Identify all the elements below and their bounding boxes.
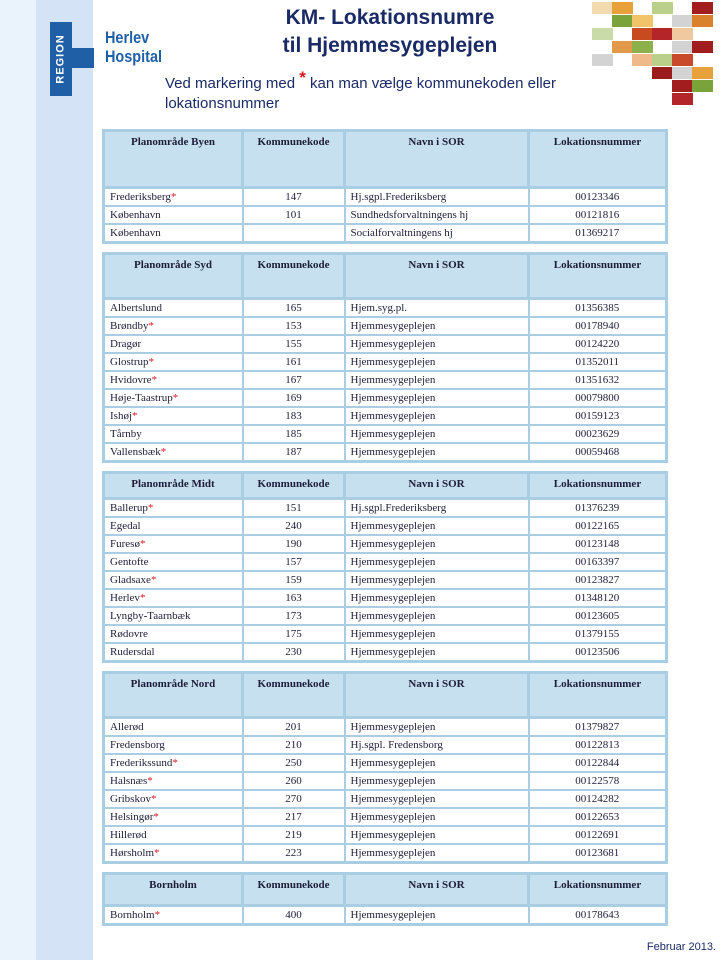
municipality-cell bbox=[104, 224, 243, 243]
column-header-sor-name: Navn i SOR bbox=[345, 673, 529, 718]
kommunekode-cell: 185 bbox=[243, 425, 345, 443]
column-header-sor-name: Navn i SOR bbox=[345, 473, 529, 499]
municipality-name: København bbox=[110, 227, 161, 239]
lokationsnummer-cell: 00059468 bbox=[529, 443, 667, 462]
mosaic-square bbox=[592, 28, 613, 40]
sor-name-cell: Hjemmesygeplejen bbox=[345, 407, 529, 425]
mosaic-square bbox=[672, 67, 693, 79]
lokationsnummer-cell: 00178940 bbox=[529, 317, 667, 335]
municipality-name: Dragør bbox=[110, 338, 142, 350]
table-row bbox=[104, 206, 667, 224]
kommunekode-cell: 240 bbox=[243, 517, 345, 535]
municipality-name: København bbox=[110, 209, 161, 221]
mosaic-square bbox=[612, 41, 633, 53]
lokationsnummer-cell: 00178643 bbox=[529, 906, 667, 925]
lokationsnummer-cell: 00124220 bbox=[529, 335, 667, 353]
mosaic-square bbox=[612, 15, 633, 27]
sor-name-cell: Hj.sgpl.Frederiksberg bbox=[345, 188, 529, 207]
lokationsnummer-cell: 00123148 bbox=[529, 535, 667, 553]
mosaic-square bbox=[692, 80, 713, 92]
table-header-row bbox=[104, 131, 667, 188]
municipality-name: Furesø bbox=[110, 538, 140, 550]
mosaic-square bbox=[652, 2, 673, 14]
municipality-cell bbox=[104, 607, 243, 625]
kommunekode-cell: 153 bbox=[243, 317, 345, 335]
kommunekode-cell: 223 bbox=[243, 844, 345, 863]
mosaic-square bbox=[672, 54, 693, 66]
table-row bbox=[104, 790, 667, 808]
selectable-star-marker: * bbox=[160, 446, 167, 458]
municipality-name: Hvidovre bbox=[110, 374, 152, 386]
table-row bbox=[104, 353, 667, 371]
column-header-lokationsnummer: Lokationsnummer bbox=[529, 473, 667, 499]
mosaic-square bbox=[672, 15, 693, 27]
sor-name-cell: Hjemmesygeplejen bbox=[345, 826, 529, 844]
table-row bbox=[104, 224, 667, 243]
table-row bbox=[104, 407, 667, 425]
selectable-star-marker: * bbox=[172, 757, 178, 769]
municipality-name: Fredensborg bbox=[110, 739, 165, 751]
municipality-cell bbox=[104, 425, 243, 443]
kommunekode-cell: 165 bbox=[243, 299, 345, 318]
region-logo bbox=[50, 22, 72, 96]
kommunekode-cell: 173 bbox=[243, 607, 345, 625]
kommunekode-cell: 270 bbox=[243, 790, 345, 808]
sor-name-cell: Hjemmesygeplejen bbox=[345, 317, 529, 335]
selectable-star-marker: * bbox=[154, 847, 160, 859]
municipality-cell bbox=[104, 443, 243, 462]
mosaic-square bbox=[652, 28, 673, 40]
lokationsnummer-cell: 01348120 bbox=[529, 589, 667, 607]
location-tables bbox=[102, 129, 665, 934]
municipality-cell bbox=[104, 736, 243, 754]
sor-name-cell: Hjemmesygeplejen bbox=[345, 625, 529, 643]
left-stripe-inner bbox=[36, 0, 93, 960]
footer-date: Februar 2013. bbox=[646, 941, 716, 953]
table-row bbox=[104, 335, 667, 353]
table-row bbox=[104, 299, 667, 318]
column-header-sor-name: Navn i SOR bbox=[345, 131, 529, 188]
sor-name-cell: Hj.sgpl.Frederiksberg bbox=[345, 499, 529, 518]
selectable-star-marker: * bbox=[172, 392, 179, 404]
sor-name-cell: Hj.sgpl. Fredensborg bbox=[345, 736, 529, 754]
kommunekode-cell: 157 bbox=[243, 553, 345, 571]
municipality-name: Frederikssund bbox=[110, 757, 173, 769]
sor-name-cell: Hjemmesygeplejen bbox=[345, 553, 529, 571]
selectable-star-marker: * bbox=[153, 811, 159, 823]
kommunekode-cell: 161 bbox=[243, 353, 345, 371]
selectable-star-marker: * bbox=[151, 374, 158, 386]
kommunekode-cell: 163 bbox=[243, 589, 345, 607]
table-row bbox=[104, 517, 667, 535]
lokationsnummer-cell: 00079800 bbox=[529, 389, 667, 407]
municipality-name: Hørsholm bbox=[110, 847, 154, 859]
municipality-cell bbox=[104, 808, 243, 826]
municipality-name: Høje-Taastrup bbox=[110, 392, 173, 404]
kommunekode-cell: 250 bbox=[243, 754, 345, 772]
municipality-name: Halsnæs bbox=[110, 775, 148, 787]
municipality-name: Glostrup bbox=[110, 356, 149, 368]
kommunekode-cell: 210 bbox=[243, 736, 345, 754]
municipality-cell bbox=[104, 206, 243, 224]
table-header-row bbox=[104, 673, 667, 718]
selectable-star-marker: * bbox=[147, 775, 153, 787]
lokationsnummer-cell: 00123605 bbox=[529, 607, 667, 625]
lokationsnummer-cell: 01379155 bbox=[529, 625, 667, 643]
lokationsnummer-cell: 01379827 bbox=[529, 718, 667, 737]
kommunekode-cell bbox=[243, 224, 345, 243]
planning-area-table bbox=[102, 252, 668, 463]
lokationsnummer-cell: 00122165 bbox=[529, 517, 667, 535]
lokationsnummer-cell: 00122653 bbox=[529, 808, 667, 826]
mosaic-square bbox=[672, 28, 693, 40]
table-row bbox=[104, 808, 667, 826]
column-header-lokationsnummer: Lokationsnummer bbox=[529, 673, 667, 718]
lokationsnummer-cell: 00123346 bbox=[529, 188, 667, 207]
municipality-cell bbox=[104, 589, 243, 607]
municipality-name: Bornholm bbox=[110, 909, 155, 921]
table-row bbox=[104, 371, 667, 389]
municipality-cell bbox=[104, 407, 243, 425]
sor-name-cell: Hjemmesygeplejen bbox=[345, 335, 529, 353]
municipality-cell bbox=[104, 844, 243, 863]
municipality-cell bbox=[104, 517, 243, 535]
planning-area-table bbox=[102, 671, 668, 864]
table-row bbox=[104, 535, 667, 553]
kommunekode-cell: 159 bbox=[243, 571, 345, 589]
mosaic-square bbox=[592, 54, 613, 66]
kommunekode-cell: 190 bbox=[243, 535, 345, 553]
sor-name-cell: Hjem.syg.pl. bbox=[345, 299, 529, 318]
municipality-name: Frederiksberg bbox=[110, 191, 171, 203]
municipality-cell bbox=[104, 772, 243, 790]
municipality-cell bbox=[104, 906, 243, 925]
region-logo-bar bbox=[72, 48, 94, 68]
municipality-name: Hillerød bbox=[110, 829, 147, 841]
sor-name-cell: Hjemmesygeplejen bbox=[345, 535, 529, 553]
lokationsnummer-cell: 00023629 bbox=[529, 425, 667, 443]
selectable-star-marker: * bbox=[147, 502, 154, 514]
table-row bbox=[104, 826, 667, 844]
table-row bbox=[104, 844, 667, 863]
kommunekode-cell: 167 bbox=[243, 371, 345, 389]
planning-area-table bbox=[102, 129, 668, 244]
table-row bbox=[104, 443, 667, 462]
municipality-name: Herlev bbox=[110, 592, 140, 604]
table-row bbox=[104, 589, 667, 607]
column-header-kommunekode: Kommunekode bbox=[243, 131, 345, 188]
municipality-cell bbox=[104, 553, 243, 571]
sor-name-cell: Sundhedsforvaltningens hj bbox=[345, 206, 529, 224]
kommunekode-cell: 230 bbox=[243, 643, 345, 662]
lokationsnummer-cell: 01356385 bbox=[529, 299, 667, 318]
kommunekode-cell: 155 bbox=[243, 335, 345, 353]
kommunekode-cell: 187 bbox=[243, 443, 345, 462]
lokationsnummer-cell: 01376239 bbox=[529, 499, 667, 518]
kommunekode-cell: 217 bbox=[243, 808, 345, 826]
column-header-sor-name: Navn i SOR bbox=[345, 874, 529, 906]
municipality-name: Albertslund bbox=[110, 302, 162, 314]
municipality-name: Lyngby-Taarnbæk bbox=[110, 610, 191, 622]
column-header-area: Planområde Byen bbox=[104, 131, 243, 188]
table-header-row bbox=[104, 473, 667, 499]
municipality-name: Brøndby bbox=[110, 320, 149, 332]
sor-name-cell: Hjemmesygeplejen bbox=[345, 371, 529, 389]
lokationsnummer-cell: 00121816 bbox=[529, 206, 667, 224]
kommunekode-cell: 147 bbox=[243, 188, 345, 207]
column-header-area: Bornholm bbox=[104, 874, 243, 906]
municipality-cell bbox=[104, 299, 243, 318]
page-title-line1: KM- Lokationsnumre bbox=[285, 6, 495, 29]
page-title bbox=[200, 4, 580, 60]
column-header-lokationsnummer: Lokationsnummer bbox=[529, 131, 667, 188]
kommunekode-cell: 169 bbox=[243, 389, 345, 407]
municipality-name: Tårnby bbox=[110, 428, 142, 440]
municipality-cell bbox=[104, 335, 243, 353]
kommunekode-cell: 175 bbox=[243, 625, 345, 643]
selectable-star-marker: * bbox=[150, 574, 157, 586]
municipality-cell bbox=[104, 535, 243, 553]
lokationsnummer-cell: 01351632 bbox=[529, 371, 667, 389]
mosaic-square bbox=[612, 2, 633, 14]
municipality-cell bbox=[104, 790, 243, 808]
lokationsnummer-cell: 01352011 bbox=[529, 353, 667, 371]
left-stripe-outer bbox=[0, 0, 36, 960]
municipality-cell bbox=[104, 499, 243, 518]
table-row bbox=[104, 317, 667, 335]
mosaic-square bbox=[672, 80, 693, 92]
table-row bbox=[104, 906, 667, 925]
mosaic-square bbox=[692, 41, 713, 53]
sor-name-cell: Socialforvaltningens hj bbox=[345, 224, 529, 243]
municipality-name: Rudersdal bbox=[110, 646, 155, 658]
sor-name-cell: Hjemmesygeplejen bbox=[345, 607, 529, 625]
decorative-mosaic bbox=[592, 2, 714, 104]
lokationsnummer-cell: 00122813 bbox=[529, 736, 667, 754]
mosaic-square bbox=[592, 2, 613, 14]
table-row bbox=[104, 389, 667, 407]
municipality-cell bbox=[104, 389, 243, 407]
mosaic-square bbox=[692, 67, 713, 79]
selectable-star-marker: * bbox=[148, 320, 154, 332]
kommunekode-cell: 219 bbox=[243, 826, 345, 844]
table-header-row bbox=[104, 874, 667, 906]
sor-name-cell: Hjemmesygeplejen bbox=[345, 643, 529, 662]
lokationsnummer-cell: 00159123 bbox=[529, 407, 667, 425]
lokationsnummer-cell: 00123506 bbox=[529, 643, 667, 662]
page-subtitle bbox=[165, 68, 605, 114]
table-row bbox=[104, 643, 667, 662]
municipality-cell bbox=[104, 188, 243, 207]
sor-name-cell: Hjemmesygeplejen bbox=[345, 517, 529, 535]
region-logo-text: REGION bbox=[55, 34, 67, 84]
municipality-name: Gentofte bbox=[110, 556, 149, 568]
mosaic-square bbox=[632, 15, 653, 27]
selectable-star-marker: * bbox=[132, 410, 138, 422]
municipality-name: Helsingør bbox=[110, 811, 154, 823]
mosaic-square bbox=[652, 54, 673, 66]
sor-name-cell: Hjemmesygeplejen bbox=[345, 389, 529, 407]
sor-name-cell: Hjemmesygeplejen bbox=[345, 754, 529, 772]
municipality-cell bbox=[104, 718, 243, 737]
selectable-star-marker: * bbox=[170, 191, 177, 203]
municipality-name: Gribskov bbox=[110, 793, 151, 805]
subtitle-text-before: Ved markering med bbox=[165, 75, 300, 92]
planning-area-table bbox=[102, 872, 668, 926]
subtitle-text-after: kan man vælge kommunekoden eller lokationsnummer bbox=[165, 75, 556, 112]
column-header-lokationsnummer: Lokationsnummer bbox=[529, 874, 667, 906]
table-row bbox=[104, 188, 667, 207]
municipality-cell bbox=[104, 371, 243, 389]
kommunekode-cell: 151 bbox=[243, 499, 345, 518]
selectable-star-marker: * bbox=[139, 592, 146, 604]
sor-name-cell: Hjemmesygeplejen bbox=[345, 425, 529, 443]
column-header-lokationsnummer: Lokationsnummer bbox=[529, 254, 667, 299]
municipality-cell bbox=[104, 317, 243, 335]
mosaic-square bbox=[632, 41, 653, 53]
table-row bbox=[104, 499, 667, 518]
lokationsnummer-cell: 00122691 bbox=[529, 826, 667, 844]
lokationsnummer-cell: 00122844 bbox=[529, 754, 667, 772]
kommunekode-cell: 400 bbox=[243, 906, 345, 925]
municipality-name: Egedal bbox=[110, 520, 141, 532]
kommunekode-cell: 260 bbox=[243, 772, 345, 790]
table-row bbox=[104, 754, 667, 772]
column-header-sor-name: Navn i SOR bbox=[345, 254, 529, 299]
hospital-name: Herlev Hospital bbox=[105, 28, 163, 66]
selectable-star-marker: * bbox=[148, 356, 154, 368]
sor-name-cell: Hjemmesygeplejen bbox=[345, 790, 529, 808]
column-header-area: Planområde Midt bbox=[104, 473, 243, 499]
sor-name-cell: Hjemmesygeplejen bbox=[345, 353, 529, 371]
table-row bbox=[104, 607, 667, 625]
selectable-star-marker: * bbox=[139, 538, 146, 550]
page-title-line2: til Hjemmesygeplejen bbox=[282, 34, 498, 57]
sor-name-cell: Hjemmesygeplejen bbox=[345, 718, 529, 737]
table-row bbox=[104, 736, 667, 754]
selectable-star-marker: * bbox=[150, 793, 157, 805]
lokationsnummer-cell: 00123681 bbox=[529, 844, 667, 863]
kommunekode-cell: 183 bbox=[243, 407, 345, 425]
sor-name-cell: Hjemmesygeplejen bbox=[345, 571, 529, 589]
mosaic-square bbox=[652, 67, 673, 79]
mosaic-square bbox=[672, 93, 693, 105]
municipality-name: Allerød bbox=[110, 721, 144, 733]
column-header-kommunekode: Kommunekode bbox=[243, 473, 345, 499]
lokationsnummer-cell: 01369217 bbox=[529, 224, 667, 243]
sor-name-cell: Hjemmesygeplejen bbox=[345, 772, 529, 790]
kommunekode-cell: 101 bbox=[243, 206, 345, 224]
municipality-name: Rødovre bbox=[110, 628, 148, 640]
municipality-cell bbox=[104, 754, 243, 772]
selectable-star-marker: * bbox=[154, 909, 161, 921]
municipality-cell bbox=[104, 643, 243, 662]
column-header-kommunekode: Kommunekode bbox=[243, 673, 345, 718]
table-row bbox=[104, 772, 667, 790]
sor-name-cell: Hjemmesygeplejen bbox=[345, 589, 529, 607]
column-header-kommunekode: Kommunekode bbox=[243, 874, 345, 906]
lokationsnummer-cell: 00123827 bbox=[529, 571, 667, 589]
sor-name-cell: Hjemmesygeplejen bbox=[345, 844, 529, 863]
table-row bbox=[104, 718, 667, 737]
sor-name-cell: Hjemmesygeplejen bbox=[345, 443, 529, 462]
municipality-name: Gladsaxe bbox=[110, 574, 151, 586]
municipality-cell bbox=[104, 571, 243, 589]
municipality-name: Ballerup bbox=[110, 502, 148, 514]
municipality-cell bbox=[104, 826, 243, 844]
sor-name-cell: Hjemmesygeplejen bbox=[345, 808, 529, 826]
lokationsnummer-cell: 00163397 bbox=[529, 553, 667, 571]
mosaic-square bbox=[692, 15, 713, 27]
column-header-kommunekode: Kommunekode bbox=[243, 254, 345, 299]
municipality-name: Vallensbæk bbox=[110, 446, 161, 458]
kommunekode-cell: 201 bbox=[243, 718, 345, 737]
mosaic-square bbox=[632, 54, 653, 66]
lokationsnummer-cell: 00124282 bbox=[529, 790, 667, 808]
column-header-area: Planområde Nord bbox=[104, 673, 243, 718]
municipality-cell bbox=[104, 353, 243, 371]
column-header-area: Planområde Syd bbox=[104, 254, 243, 299]
sor-name-cell: Hjemmesygeplejen bbox=[345, 906, 529, 925]
table-row bbox=[104, 571, 667, 589]
table-row bbox=[104, 425, 667, 443]
table-row bbox=[104, 553, 667, 571]
subtitle-star-marker: * bbox=[299, 68, 306, 87]
planning-area-table bbox=[102, 471, 668, 663]
municipality-cell bbox=[104, 625, 243, 643]
mosaic-square bbox=[672, 41, 693, 53]
table-header-row bbox=[104, 254, 667, 299]
mosaic-square bbox=[692, 2, 713, 14]
municipality-name: Ishøj bbox=[110, 410, 132, 422]
lokationsnummer-cell: 00122578 bbox=[529, 772, 667, 790]
mosaic-square bbox=[632, 28, 653, 40]
table-row bbox=[104, 625, 667, 643]
